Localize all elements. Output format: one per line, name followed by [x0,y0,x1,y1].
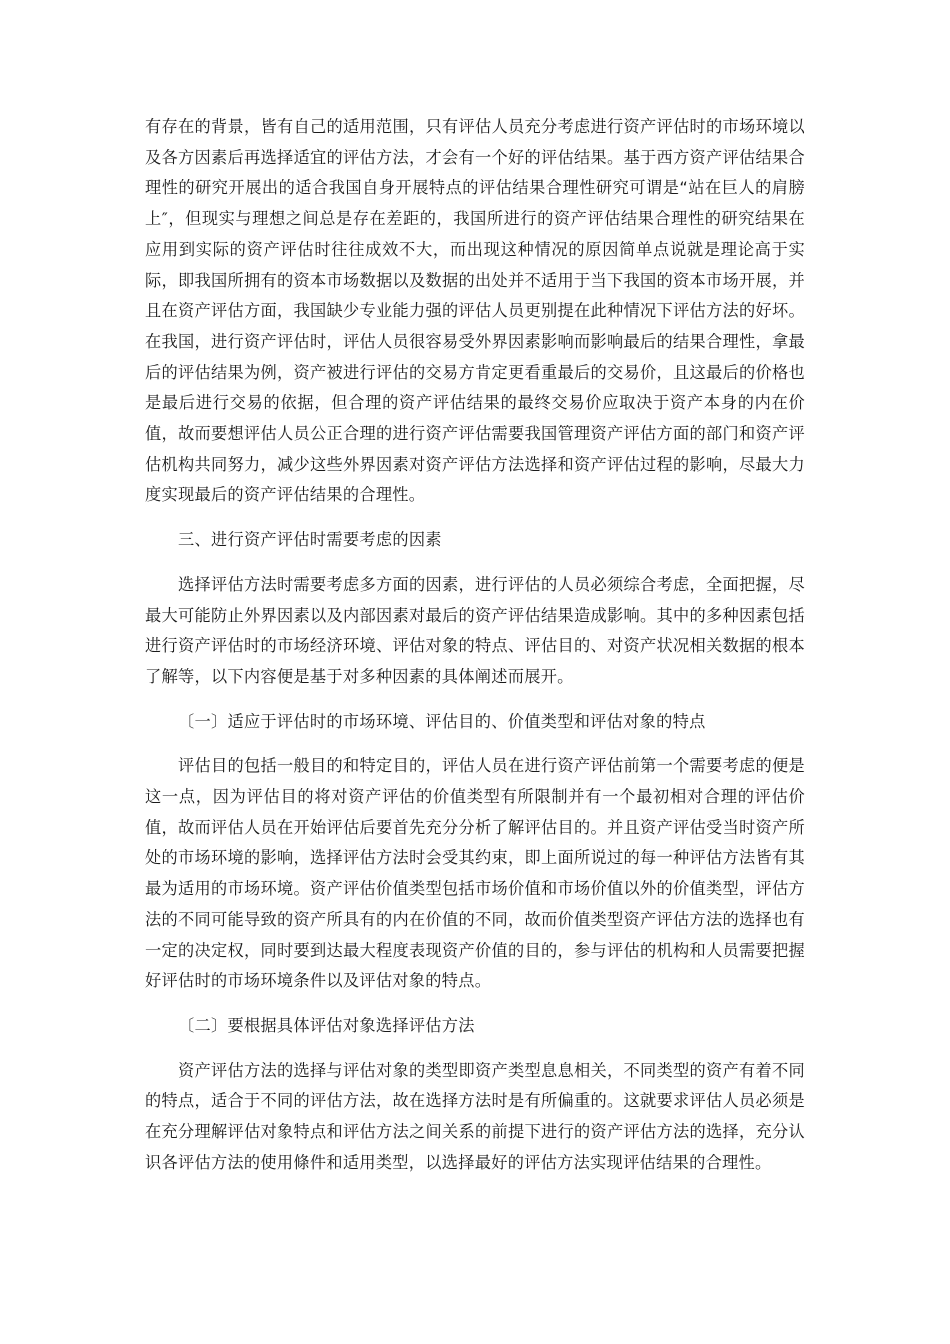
spacer [145,997,805,1011]
continued-paragraph: 有存在的背景，皆有自己的适用范围，只有评估人员充分考虑进行资产评估时的市场环境以及各方因素后再选择适宜的评估方法，才会有一个好的评估结果。基于西方资产评估结果合理性的研究开展出的适合我国自身开展特点的评估结果合理性研究可谓是“站在巨人的肩膀上″，但现实与理想之间总是存在差距的，我国所进行的资产评估结果合理性的研究结果在应用到实际的资产评估时往往成效不大，而出现这种情况的原因简单点说就是理论高于实际，即我国所拥有的资本市场数据以及数据的出处并不适用于当下我国的资本市场开展，并且在资产评估方面，我国缺少专业能力强的评估人员更别提在此种情况下评估方法的好坏。在我国，进行资产评估时，评估人员很容易受外界因素影响而影响最后的结果合理性，拿最后的评估结果为例，资产被进行评估的交易方肯定更看重最后的交易价，且这最后的价格也是最后进行交易的依据，但合理的资产评估结果的最终交易价应取决于资产本身的内在价值，故而要想评估人员公正合理的进行资产评估需要我国管理资产评估方面的部门和资产评估机构共同努力，减少这些外界因素对资产评估方法选择和资产评估过程的影响，尽最大力度实现最后的资产评估结果的合理性。 [145,117,805,505]
section-3-heading: 三、进行资产评估时需要考虑的因素 [178,530,442,550]
spacer [145,1042,805,1056]
subsection-1-paragraph: 评估目的包括一般目的和特定目的，评估人员在进行资产评估前第一个需要考虑的便是这一点，因为评估目的将对资产评估的价值类型有所限制并有一个最初相对合理的评估价值，故而评估人员在开始评估后要首先充分分析了解评估目的。并且资产评估受当时资产所处的市场环境的影响，选择评估方法时会受其约束，即上面所说过的每一种评估方法皆有其最为适用的市场环境。资产评估价值类型包括市场价值和市场价值以外的价值类型，评估方法的不同可能导致的资产所具有的内在价值的不同，故而价值类型资产评估方法的选择也有一定的决定权，同时要到达最大程度表现资产价值的目的，参与评估的机构和人员需要把握好评估时的市场环境条件以及评估对象的特点。 [145,756,805,991]
subsection-1-heading: 〔一〕适应于评估时的市场环境、评估目的、价值类型和评估对象的特点 [178,711,706,731]
spacer [145,556,805,570]
spacer [145,737,805,751]
spacer [145,693,805,707]
spacer [145,511,805,525]
subsection-2-paragraph: 资产评估方法的选择与评估对象的类型即资产类型息息相关，不同类型的资产有着不同的特点，适合于不同的评估方法，故在选择方法时是有所偏重的。这就要求评估人员必须是在充分理解评估对象特点和评估方法之间关系的前提下进行的资产评估方法的选择，充分认识各评估方法的使用條件和适用类型，以选择最好的评估方法实现评估结果的合理性。 [145,1060,805,1172]
section-3-intro-paragraph: 选择评估方法时需要考虑多方面的因素，进行评估的人员必须综合考虑，全面把握，尽最大可能防止外界因素以及内部因素对最后的资产评估结果造成影响。其中的多种因素包括进行资产评估时的市场经济环境、评估对象的特点、评估目的、对资产状况相关数据的根本了解等，以下内容便是基于对多种因素的具体阐述而展开。 [145,574,805,686]
document-body [145,112,805,1179]
subsection-2-heading: 〔二〕要根据具体评估对象选择评估方法 [178,1015,475,1035]
